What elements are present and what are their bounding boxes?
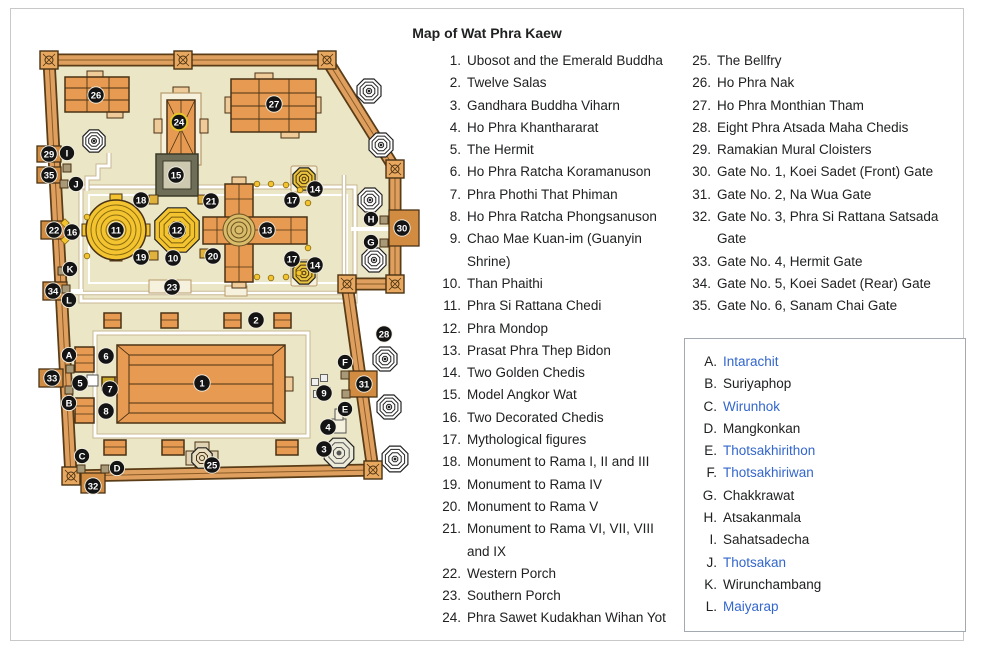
svg-text:2: 2 [253, 315, 259, 327]
svg-text:J: J [73, 179, 79, 191]
svg-text:L: L [66, 295, 72, 307]
legend-item-number: 29. [692, 142, 711, 158]
legend-item-number: 5. [449, 142, 461, 158]
legend-item-label: Chakkrawat [723, 487, 795, 503]
svg-text:11: 11 [110, 225, 122, 237]
legend-item-label: Gate No. 4, Hermit Gate [717, 253, 863, 269]
map-marker-20 [205, 248, 221, 264]
legend-item [687, 184, 959, 206]
legend-item-label: Phra Mondop [467, 320, 549, 336]
legend-item [437, 161, 682, 183]
svg-text:7: 7 [107, 384, 113, 396]
svg-text:21: 21 [205, 196, 217, 208]
legend-item-number: 13. [442, 342, 461, 358]
map-marker-30 [394, 220, 410, 236]
map-marker-29 [41, 146, 57, 162]
legend-item-number: E. [704, 443, 717, 459]
legend-item-label: Gate No. 3, Phra Si Rattana Satsada Gate [717, 209, 939, 247]
legend-item [437, 407, 682, 429]
map-marker-33 [44, 370, 60, 386]
legend-item-number: 26. [692, 75, 711, 91]
legend-item-label: Than Phaithi [467, 275, 543, 291]
legend-item [437, 117, 682, 139]
legend-item-label: Chao Mae Kuan-im (Guanyin Shrine) [467, 231, 642, 269]
svg-text:C: C [78, 451, 86, 463]
legend-item-label: Model Angkor Wat [467, 387, 577, 403]
svg-text:20: 20 [207, 251, 219, 263]
legend-item-label: Ho Phra Khanthararat [467, 119, 599, 135]
legend-item-label: Prasat Phra Thep Bidon [467, 342, 611, 358]
legend-item-label: Monument to Rama VI, VII, VIII and IX [467, 521, 654, 559]
legend-item [437, 496, 682, 518]
svg-text:5: 5 [77, 378, 83, 390]
legend-item-number: 21. [442, 521, 461, 537]
legend-item [437, 50, 682, 72]
legend-item [437, 184, 682, 206]
legend-item-number: D. [703, 420, 717, 436]
map-marker-13 [259, 222, 275, 238]
legend-item [437, 340, 682, 362]
legend-item-number: 6. [449, 164, 461, 180]
legend-item-label: Suriyaphop [723, 376, 792, 392]
legend-item-number: 23. [442, 588, 461, 604]
legend-item-label: Monument to Rama I, II and III [467, 454, 650, 470]
legend-item-label: The Bellfry [717, 53, 782, 68]
map-marker-35 [41, 167, 57, 183]
legend-item-label: Wirunchambang [723, 576, 822, 592]
legend-link[interactable]: Thotsakan [723, 554, 787, 570]
map-marker-9 [316, 385, 332, 401]
map-marker-letter-b [61, 395, 76, 410]
map-marker-26 [88, 87, 104, 103]
map-marker-letter-k [62, 261, 77, 276]
svg-text:6: 6 [103, 351, 109, 363]
legend-item-label: Phra Sawet Kudakhan Wihan Yot [467, 610, 666, 626]
legend-item-label: Mythological figures [467, 432, 587, 448]
svg-text:33: 33 [46, 373, 58, 385]
svg-text:24: 24 [173, 117, 185, 129]
map-image[interactable] [29, 43, 434, 503]
legend-item-number: 19. [442, 476, 461, 492]
map-marker-19 [133, 249, 149, 265]
legend-item-number: 9. [449, 231, 461, 247]
svg-text:12: 12 [171, 225, 183, 237]
svg-text:B: B [65, 398, 73, 410]
legend-link[interactable]: Maiyarap [723, 599, 779, 615]
svg-text:30: 30 [396, 223, 408, 235]
map-title: Map of Wat Phra Kaew [412, 25, 562, 41]
legend-item-number: 22. [442, 565, 461, 581]
svg-text:15: 15 [170, 170, 182, 182]
svg-text:34: 34 [47, 286, 59, 298]
legend-item [687, 273, 959, 295]
legend-item [687, 50, 959, 72]
legend-item-number: 10. [442, 275, 461, 291]
figure-frame [10, 8, 964, 641]
legend-item-label: Ho Phra Ratcha Phongsanuson [467, 209, 657, 225]
legend-item-number: 30. [692, 164, 711, 180]
legend-item [437, 518, 682, 563]
legend-item [687, 117, 959, 139]
svg-text:27: 27 [268, 99, 280, 111]
map-marker-28 [376, 326, 392, 342]
legend-item-number: 31. [692, 186, 711, 202]
map-marker-24 [171, 114, 187, 130]
legend-item-label: Monument to Rama IV [467, 476, 603, 492]
map-marker-23 [164, 279, 180, 295]
legend-item [437, 585, 682, 607]
legend-item-number: 24. [442, 610, 461, 626]
svg-text:D: D [113, 463, 121, 475]
legend-link[interactable]: Thotsakhirithon [723, 443, 816, 459]
map-marker-letter-e [337, 401, 352, 416]
legend-item-label: Phra Si Rattana Chedi [467, 298, 602, 314]
legend-item [437, 95, 682, 117]
legend-item-number: B. [704, 376, 717, 392]
map-marker-12 [169, 222, 185, 238]
legend-item [437, 451, 682, 473]
legend-item-label: Ho Phra Monthian Tham [717, 97, 864, 113]
map-marker-letter-l [61, 292, 76, 307]
svg-text:35: 35 [43, 170, 55, 182]
map-marker-34 [45, 283, 61, 299]
map-marker-17 [284, 251, 300, 267]
legend-item-label: Ramakian Mural Cloisters [717, 142, 872, 158]
legend-item [437, 429, 682, 451]
map-marker-11 [108, 222, 124, 238]
legend-item [687, 72, 959, 94]
legend-item-label: Ho Phra Nak [717, 75, 795, 91]
legend-item [699, 574, 965, 596]
legend-item-number: A. [704, 354, 717, 369]
map-marker-letter-g [363, 234, 378, 249]
svg-text:10: 10 [167, 253, 179, 265]
legend-item-number: 15. [442, 387, 461, 403]
svg-text:3: 3 [321, 444, 327, 456]
legend-item [437, 295, 682, 317]
svg-text:29: 29 [43, 149, 55, 161]
svg-text:I: I [65, 148, 69, 160]
legend-item-label: Gandhara Buddha Viharn [467, 97, 620, 113]
map-marker-8 [98, 403, 114, 419]
legend-item-number: 14. [442, 365, 461, 381]
legend-item-number: 11. [443, 298, 461, 314]
svg-text:13: 13 [261, 225, 273, 237]
map-marker-2 [248, 312, 264, 328]
map-marker-25 [204, 457, 220, 473]
legend-item [437, 607, 682, 629]
legend-item-label: Ho Phra Ratcha Koramanuson [467, 164, 651, 180]
svg-text:14: 14 [309, 184, 321, 196]
map-marker-31 [356, 376, 372, 392]
map-marker-22 [46, 222, 62, 238]
legend-item [687, 161, 959, 183]
map-marker-letter-f [337, 354, 352, 369]
legend-item-label: Phra Phothi That Phiman [467, 186, 618, 202]
legend-link[interactable]: Intarachit [723, 354, 779, 369]
legend-item [437, 362, 682, 384]
svg-text:A: A [65, 350, 73, 362]
legend-item-label: Western Porch [467, 565, 557, 581]
legend-item-number: F. [706, 465, 717, 481]
legend-item-number: 12. [442, 320, 461, 336]
legend-column-2 [687, 50, 959, 318]
map-marker-10 [165, 250, 181, 266]
svg-text:17: 17 [286, 254, 298, 266]
legend-item [437, 563, 682, 585]
svg-text:8: 8 [103, 406, 109, 418]
map-marker-14 [307, 181, 323, 197]
legend-item [687, 95, 959, 117]
legend-column-1 [437, 50, 682, 630]
legend-item-number: 34. [692, 275, 711, 291]
svg-text:18: 18 [135, 195, 147, 207]
map-marker-5 [72, 375, 88, 391]
legend-item-number: C. [703, 398, 717, 414]
legend-item [699, 485, 965, 507]
legend-item-number: 16. [442, 409, 461, 425]
legend-item-label: The Hermit [467, 142, 534, 158]
legend-item [687, 206, 959, 251]
legend-item-number: I. [709, 532, 717, 548]
legend-item [687, 295, 959, 317]
svg-text:4: 4 [325, 422, 331, 434]
legend-item-number: 32. [692, 209, 711, 225]
legend-item [437, 474, 682, 496]
legend-item [699, 418, 965, 440]
legend-item [687, 251, 959, 273]
legend-item-number: G. [702, 487, 717, 503]
svg-text:F: F [342, 357, 348, 369]
legend-item-number: 4. [449, 119, 461, 135]
legend-item [699, 596, 965, 618]
svg-text:14: 14 [309, 260, 321, 272]
legend-item-number: 18. [442, 454, 461, 470]
map-marker-6 [98, 348, 114, 364]
legend-item-number: 25. [692, 53, 711, 68]
map-marker-letter-d [109, 460, 124, 475]
legend-link[interactable]: Thotsakhiriwan [723, 465, 814, 481]
map-marker-3 [316, 441, 332, 457]
legend-item-number: 3. [449, 97, 461, 113]
svg-text:G: G [367, 237, 375, 249]
legend-item [699, 462, 965, 484]
map-marker-15 [168, 167, 184, 183]
legend-item-label: Monument to Rama V [467, 498, 599, 514]
svg-text:16: 16 [66, 227, 78, 239]
legend-item [437, 139, 682, 161]
legend-item-number: 8. [449, 209, 461, 225]
legend-item [437, 273, 682, 295]
legend-item-number: 35. [692, 298, 711, 314]
map-marker-letter-i [59, 145, 74, 160]
legend-item-label: Twelve Salas [467, 75, 547, 91]
map-marker-letter-j [68, 176, 83, 191]
svg-text:32: 32 [87, 481, 99, 493]
legend-item [437, 384, 682, 406]
map-marker-27 [266, 96, 282, 112]
svg-text:17: 17 [286, 195, 298, 207]
map-marker-letter-c [74, 448, 89, 463]
svg-text:E: E [341, 404, 349, 416]
legend-item-number: 28. [692, 119, 711, 135]
legend-item-number: 33. [692, 253, 711, 269]
svg-text:22: 22 [48, 225, 60, 237]
map-marker-16 [64, 224, 80, 240]
legend-item-label: Mangkonkan [723, 420, 801, 436]
legend-item-label: Gate No. 1, Koei Sadet (Front) Gate [717, 164, 934, 180]
svg-text:19: 19 [135, 252, 147, 264]
legend-item-number: K. [704, 576, 717, 592]
legend-item [699, 373, 965, 395]
legend-item-label: Southern Porch [467, 588, 561, 604]
legend-item-label: Gate No. 2, Na Wua Gate [717, 186, 872, 202]
legend-item [437, 72, 682, 94]
legend-item [437, 228, 682, 273]
svg-text:26: 26 [90, 90, 102, 102]
legend-item [699, 351, 965, 373]
legend-link[interactable]: Wirunhok [723, 398, 781, 414]
legend-item-number: L. [705, 599, 717, 615]
legend-item-number: 2. [449, 75, 461, 91]
map-marker-letter-a [61, 347, 76, 362]
legend-item [437, 318, 682, 340]
svg-text:1: 1 [199, 378, 205, 390]
svg-text:9: 9 [321, 388, 327, 400]
legend-item-label: Sahatsadecha [723, 532, 810, 548]
svg-text:23: 23 [166, 282, 178, 294]
map-marker-4 [320, 419, 336, 435]
map-marker-32 [85, 478, 101, 494]
legend-item-number: 20. [442, 498, 461, 514]
legend-item-label: Two Golden Chedis [467, 365, 585, 381]
svg-text:K: K [66, 264, 74, 276]
legend-item-label: Atsakanmala [723, 510, 802, 526]
legend-item [437, 206, 682, 228]
map-marker-letter-h [363, 211, 378, 226]
svg-text:25: 25 [206, 460, 218, 472]
figures-box [684, 338, 966, 632]
legend-item [699, 440, 965, 462]
map-marker-1 [194, 375, 210, 391]
legend-item-number: 7. [449, 186, 461, 202]
legend-item [699, 552, 965, 574]
legend-item-number: 17. [442, 432, 461, 448]
legend-item-label: Two Decorated Chedis [467, 409, 604, 425]
legend-item [699, 529, 965, 551]
svg-text:H: H [367, 214, 375, 226]
map-marker-17 [284, 192, 300, 208]
legend-item-number: J. [706, 554, 717, 570]
legend-item-label: Eight Phra Atsada Maha Chedis [717, 119, 909, 135]
legend-item [699, 396, 965, 418]
svg-text:31: 31 [358, 379, 370, 391]
legend-item-number: 27. [692, 97, 711, 113]
legend-item-label: Ubosot and the Emerald Buddha [467, 53, 663, 68]
map-marker-18 [133, 192, 149, 208]
legend-item [687, 139, 959, 161]
legend-item [699, 507, 965, 529]
svg-text:28: 28 [378, 329, 390, 341]
legend-item-label: Gate No. 5, Koei Sadet (Rear) Gate [717, 275, 931, 291]
map-marker-21 [203, 193, 219, 209]
legend-item-number: H. [703, 510, 717, 526]
map-marker-7 [102, 381, 118, 397]
legend-item-number: 1. [449, 53, 461, 68]
map-marker-14 [307, 257, 323, 273]
legend-item-label: Gate No. 6, Sanam Chai Gate [717, 298, 898, 314]
